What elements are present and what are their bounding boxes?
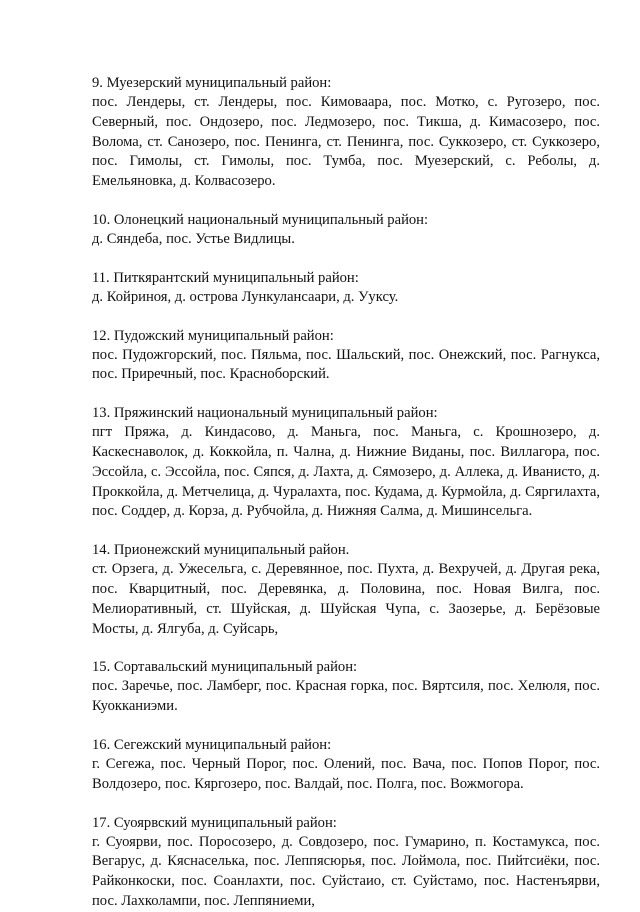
settlements-list: г. Суоярви, пос. Поросозеро, д. Совдозеро, пос. Гумарино, п. Костамукса, пос. Вегарус, д. Кяснаселька, пос. Леппясюрья, пос. Лоймола, пос. Пийтсиёки, пос. Райконкоски, пос. Соанлахти, пос. Суйстаио, ст. Суйстамо, пос. Настенъярви, пос. Лахколампи, пос. Леппяниеми, [92, 833, 600, 909]
district-heading: 14. Прионежский муниципальный район. [92, 542, 350, 559]
settlements-list: ст. Орзега, д. Ужесельга, с. Деревянное, пос. Пухта, д. Вехручей, д. Другая река, пос. Кварцитный, пос. Деревянка, д. Половина, пос. Новая Вилга, пос. Мелиоративный, ст. Шуйская, д. Шуйская Чупа, с. Заозерье, д. Берёзовые Мосты, д. Ялгуба, д. Суйсарь, [92, 561, 600, 637]
district-section-suoyarvsky [92, 814, 600, 912]
settlements-list: д. Койриноя, д. острова Лункулансаари, д. Ууксу. [92, 288, 399, 305]
district-heading: 12. Пудожский муниципальный район: [92, 327, 334, 344]
district-heading: 10. Олонецкий национальный муниципальный район: [92, 211, 429, 228]
district-section-muezersky [92, 74, 600, 192]
district-section-sortavalsky [92, 658, 600, 717]
district-section-pudozhsky [92, 327, 600, 386]
settlements-list: д. Сяндеба, пос. Устье Видлицы. [92, 230, 295, 247]
district-heading: 11. Питкярантский муниципальный район: [92, 269, 359, 286]
settlements-list: пгт Пряжа, д. Киндасово, д. Маньга, пос. Маньга, с. Крошнозеро, д. Каскеснаволок, д. Коккойла, п. Чална, д. Нижние Виданы, пос. Виллагора, пос. Эссойла, с. Эссойла, пос. Сяпся, д. Лахта, д. Сямозеро, д. Аллека, д. Иванисто, д. Проккойла, д. Метчелица, д. Чуралахта, пос. Кудама, д. Курмойла, д. Сяргилахта, пос. Соддер, д. Корза, д. Рубчойла, д. Нижняя Салма, д. Мишинсельга. [92, 424, 600, 520]
settlements-list: пос. Лендеры, ст. Лендеры, пос. Кимоваара, пос. Мотко, с. Ругозеро, пос. Северный, пос. Ондозеро, пос. Ледмозеро, пос. Тикша, д. Кимасозеро, пос. Волома, ст. Санозеро, пос. Пенинга, ст. Пенинга, пос. Суккозеро, ст. Суккозеро, пос. Гимолы, ст. Гимолы, пос. Тумба, пос. Муезерский, с. Реболы, д. Емельяновка, д. Колвасозеро. [92, 94, 600, 190]
settlements-list: г. Сегежа, пос. Черный Порог, пос. Олений, пос. Вача, пос. Попов Порог, пос. Волдозеро, пос. Кяргозеро, пос. Валдай, пос. Полга, пос. Вожмогора. [92, 755, 600, 792]
district-heading: 16. Сегежский муниципальный район: [92, 736, 332, 753]
district-section-olonetsky [92, 211, 600, 250]
district-heading: 17. Суоярвский муниципальный район: [92, 814, 337, 831]
district-section-pitkyarantsky [92, 269, 600, 308]
district-heading: 13. Пряжинский национальный муниципальный район: [92, 405, 438, 422]
district-section-pryazhinsky [92, 404, 600, 522]
settlements-list: пос. Пудожгорский, пос. Пяльма, пос. Шальский, пос. Онежский, пос. Рагнукса, пос. Приречный, пос. Красноборский. [92, 346, 600, 383]
settlements-list: пос. Заречье, пос. Ламберг, пос. Красная горка, пос. Вяртсиля, пос. Хелюля, пос. Куокканиэми. [92, 678, 600, 715]
district-section-prionezhsky [92, 541, 600, 639]
district-section-segezhsky [92, 736, 600, 795]
district-heading: 9. Муезерский муниципальный район: [92, 75, 332, 91]
district-heading: 15. Сортавальский муниципальный район: [92, 659, 358, 676]
